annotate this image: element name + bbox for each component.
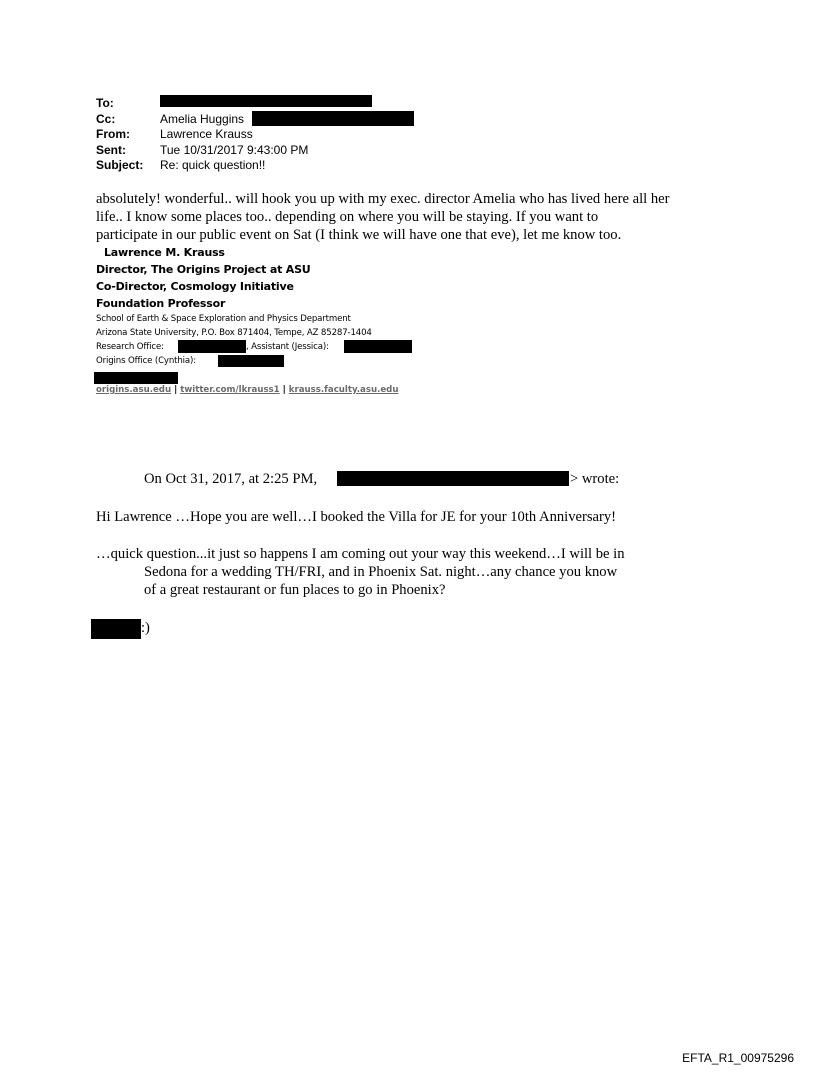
cc-value: Amelia Huggins (160, 112, 245, 126)
quoted-line: …quick question...it just so happens I am coming out your way this weekend…I will be in (96, 546, 625, 562)
sent-label: Sent: (96, 143, 126, 157)
signature-origins-label: Origins Office (Cynthia): (96, 356, 196, 366)
cc-label: Cc: (96, 112, 116, 126)
quoted-line: of a great restaurant or fun places to go in Phoenix? (144, 582, 446, 598)
reply-line: participate in our public event on Sat (I think we will have one that eve), let me know too. (96, 227, 622, 243)
signature-address: Arizona State University, P.O. Box 871404, Tempe, AZ 85287-1404 (96, 328, 372, 338)
signature-research-label: Research Office: (96, 342, 164, 352)
from-value: Lawrence Krauss (160, 127, 253, 141)
from-label: From: (96, 127, 130, 141)
redaction-sender-email (337, 471, 569, 486)
redaction-assistant-phone (344, 340, 412, 353)
redaction-signature-line (94, 372, 178, 384)
signature-title: Co-Director, Cosmology Initiative (96, 280, 294, 293)
quoted-line: Sedona for a wedding TH/FRI, and in Phoenix Sat. night…any chance you know (144, 564, 618, 580)
link-separator: | (282, 385, 286, 395)
reply-body (96, 190, 736, 244)
subject-value: Re: quick question!! (160, 158, 266, 172)
signature-name: Lawrence M. Krauss (104, 246, 225, 259)
signature-title: Foundation Professor (96, 297, 226, 310)
redaction-cc (252, 111, 414, 126)
link-separator: | (174, 385, 178, 395)
quoted-intro-suffix: > wrote: (570, 471, 620, 487)
signature-assistant-label: , Assistant (Jessica): (246, 342, 329, 352)
link-faculty[interactable]: krauss.faculty.asu.edu (288, 385, 399, 395)
link-origins[interactable]: origins.asu.edu (96, 385, 172, 395)
signature-links (96, 385, 398, 395)
reply-line: absolutely! wonderful.. will hook you up with my exec. director Amelia who has lived here all her (96, 191, 670, 207)
quoted-signoff: :) (141, 620, 150, 636)
signature-title: Director, The Origins Project at ASU (96, 263, 311, 276)
link-twitter[interactable]: twitter.com/lkrauss1 (180, 385, 280, 395)
subject-label: Subject: (96, 158, 144, 172)
redaction-origins-phone (218, 355, 284, 367)
signature-department: School of Earth & Space Exploration and Physics Department (96, 314, 351, 324)
redaction-sender-name (91, 619, 141, 639)
redaction-to (160, 95, 372, 107)
quoted-intro-prefix: On Oct 31, 2017, at 2:25 PM, (144, 471, 318, 487)
quoted-greeting: Hi Lawrence …Hope you are well…I booked the Villa for JE for your 10th Anniversary! (96, 509, 617, 525)
reply-line: life.. I know some places too.. depending on where you will be staying. If you want to (96, 209, 599, 225)
redaction-research-phone (178, 340, 246, 353)
to-label: To: (96, 96, 114, 110)
sent-value: Tue 10/31/2017 9:43:00 PM (160, 143, 309, 157)
document-id: EFTA_R1_00975296 (682, 1051, 794, 1065)
